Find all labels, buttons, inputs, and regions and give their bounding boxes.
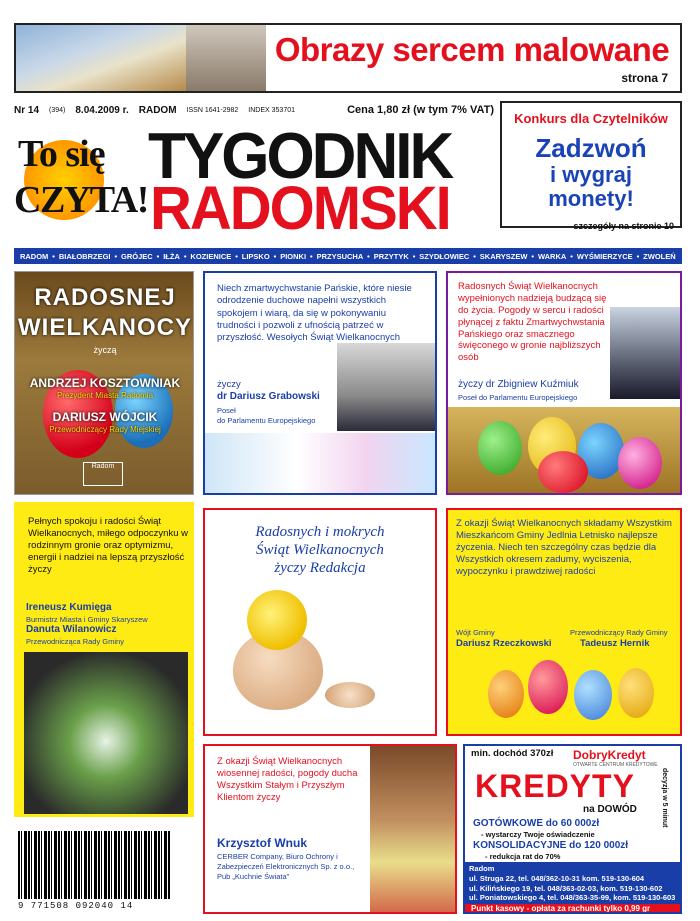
teaser-banner[interactable]: [14, 23, 682, 93]
ad-addresses: Radom ul. Struga 22, tel. 048/362-10-31 kom. 519-130-604 ul. Kilińskiego 19, tel. 048/363-02-03, kom. 519-130-602 ul. Poniatowskiego 4, tel. 048/363-35-99, kom. 519-130-603: [465, 862, 680, 914]
nav-item[interactable]: SKARYSZEW: [479, 251, 528, 261]
ad-line-3: KONSOLIDACYJNE do 120 000zł: [473, 840, 629, 851]
slogan-logo: [14, 122, 148, 228]
teaser-photo-painting: [16, 25, 186, 91]
ad-subhead: na DOWÓD: [583, 804, 637, 815]
city-title-2: WIELKANOCY: [18, 314, 192, 341]
grabowski-photo: [337, 343, 435, 431]
nav-item[interactable]: ZWOLEŃ: [643, 251, 676, 261]
skaryszew-name-1: Ireneusz Kumięga: [26, 602, 112, 613]
promo-headline-1: Zadzwoń: [535, 133, 647, 163]
nav-item[interactable]: PIONKI: [280, 251, 307, 261]
masthead-line-1: TYGODNIK: [148, 120, 452, 193]
nav-item[interactable]: PRZYSUCHA: [316, 251, 364, 261]
radom-logo: Radom: [83, 462, 123, 486]
city-role-2: Przewodniczący Rady Miejskiej: [49, 425, 161, 434]
nav-item[interactable]: IŁŻA: [163, 251, 180, 261]
kuzmiuk-role: Poseł do Parlamentu Europejskiego: [458, 393, 578, 402]
city-title-1: RADOSNEJ: [34, 284, 176, 311]
nav-separator: •: [273, 251, 277, 261]
nav-separator: •: [473, 251, 476, 261]
promo-headline-2: i wygraj monety!: [548, 161, 634, 211]
eggs-basket-image: [448, 407, 680, 495]
card-wnuk: [203, 744, 457, 914]
nav-separator: •: [114, 251, 118, 261]
egg-icon: [618, 668, 654, 718]
issue-number: Nr 14: [14, 104, 40, 116]
wnuk-name: Krzysztof Wnuk: [217, 836, 307, 850]
egg-icon: [618, 437, 662, 489]
egg-icon: [488, 670, 524, 718]
grabowski-name: dr Dariusz Grabowski: [217, 391, 320, 402]
nav-item[interactable]: WARKA: [537, 251, 567, 261]
nav-item[interactable]: WYŚMIERZYCE: [576, 251, 633, 261]
city-role-1: Prezydent Miasta Radomia: [56, 391, 154, 400]
ad-side-note: decyzja w 5 minut: [661, 768, 668, 828]
card-redakcja: [203, 508, 437, 736]
issue-meta: [14, 102, 494, 118]
nav-item[interactable]: KOZIENICE: [190, 251, 232, 261]
card-kuzmiuk: [446, 271, 682, 495]
city-person-2: DARIUSZ WÓJCIK: [52, 410, 158, 424]
card-skaryszew: [14, 502, 194, 817]
jedlnia-left-name: Dariusz Rzeczkowski: [456, 638, 552, 649]
card-city-wishes: [14, 271, 194, 495]
slogan-line-1: To się: [18, 133, 105, 175]
teaser-photo-portrait: [186, 25, 266, 91]
wnuk-firm: CERBER Company, Biuro Ochrony i Zabezpieczeń Elektronicznych Sp. z o.o., Pub „Kuchnie Świata”: [217, 852, 355, 881]
card-grabowski: [203, 271, 437, 495]
grabowski-wishes: życzy: [217, 379, 241, 390]
city-person-1: ANDRZEJ KOSZTOWNIAK: [29, 376, 181, 390]
nav-separator: •: [636, 251, 640, 261]
nav-item[interactable]: GRÓJEC: [121, 251, 153, 261]
ad-line-2: - wystarczy Twoje oświadczenie: [481, 830, 595, 839]
wnuk-text: Z okazji Świąt Wielkanocnych wiosennej radości, pogody ducha Wszystkim Stałym i Przyszłym Klientom życzy: [217, 756, 358, 803]
price: Cena 1,80 zł (w tym 7% VAT): [347, 104, 494, 116]
city-wishes: życzą: [93, 345, 117, 355]
issue-total: (394): [49, 106, 66, 114]
grabowski-role: Poseł do Parlamentu Europejskiego: [217, 406, 316, 425]
nav-separator: •: [531, 251, 535, 261]
skaryszew-name-2: Danuta Wilanowicz: [26, 624, 117, 635]
nav-separator: •: [235, 251, 238, 261]
ad-brand: DobryKredyt: [573, 748, 646, 762]
grabowski-text: Niech zmartwychwstanie Pańskie, które niesie odrodzenie duchowe napełni wszystkich spokojem i wiarą, da się w pokonywaniu trudności i pozwoli z ufnością patrzeć w przyszłość. Wesołych Świąt Wielkanocnych: [217, 283, 412, 344]
ad-headline: KREDYTY: [475, 768, 635, 804]
kuzmiuk-name: życzy dr Zbigniew Kuźmiuk: [458, 379, 579, 390]
nav-separator: •: [309, 251, 313, 261]
ad-brand-sub: OTWARTE CENTRUM KREDYTOWE: [573, 762, 658, 768]
nav-separator: •: [183, 251, 187, 261]
chocolate-bunny-image: [370, 746, 455, 912]
kuzmiuk-photo: [610, 307, 680, 399]
promo-label: Konkurs dla Czytelników: [514, 111, 668, 126]
ad-dobrykredyt[interactable]: [463, 744, 682, 914]
kuzmiuk-text: Radosnych Świąt Wielkanocnych wypełnionych nadzieją budzącą się do życia. Pogody w sercu i radości płynącej z faktu Zmartwychwstania Pańskiego oraz smacznego święconego w gronie najbliższych osób: [458, 281, 607, 364]
flowers-image: [205, 433, 435, 495]
nav-separator: •: [570, 251, 573, 261]
skaryszew-role-2: Przewodnicząca Rady Gminy: [26, 637, 124, 646]
eggshell-piece-icon: [325, 682, 375, 708]
ad-line-1: GOTÓWKOWE do 60 000zł: [473, 818, 600, 829]
nav-item[interactable]: LIPSKO: [241, 251, 270, 261]
slogan-line-2: CZYTA!: [14, 179, 148, 221]
chick-icon: [247, 590, 307, 650]
barcode: [14, 827, 174, 913]
nav-separator: •: [367, 251, 370, 261]
region-nav: [14, 248, 682, 264]
redakcja-line-3: życzy Redakcja: [274, 560, 366, 576]
skaryszew-role-1: Burmistrz Miasta i Gminy Skaryszew: [26, 615, 148, 624]
egg-icon: [574, 670, 612, 720]
nav-separator: •: [156, 251, 160, 261]
card-jedlnia: [446, 508, 682, 736]
issue-date: 8.04.2009 r.: [75, 104, 129, 116]
redakcja-line-1: Radosnych i mokrych: [255, 524, 385, 540]
barcode-digits: 9 771508 092040 14: [18, 901, 134, 911]
nav-separator: •: [52, 251, 55, 261]
barcode-bars: [18, 831, 170, 899]
jedlnia-right-role: Przewodniczący Rady Gminy: [570, 628, 668, 637]
issue-city: RADOM: [138, 104, 177, 116]
jedlnia-text: Z okazji Świąt Wielkanocnych składamy Wszystkim Mieszkańcom Gminy Jedlnia Letnisko najlepsze życzenia. Niech ten szczególny czas będzie dla Wszystkich okresem zadumy, wyciszenia, wypoczynku i prawdziwej radości: [456, 518, 672, 577]
teaser-page: strona 7: [621, 71, 668, 85]
nav-separator: •: [412, 251, 416, 261]
teaser-title: Obrazy sercem malowane: [274, 31, 670, 68]
nav-item[interactable]: BIAŁOBRZEGI: [58, 251, 111, 261]
redakcja-line-2: Świąt Wielkanocnych: [256, 542, 384, 558]
skaryszew-text: Pełnych spokoju i radości Świąt Wielkanocnych, miłego odpoczynku w rodzinnym gronie oraz optymizmu, energii i nadziei na lepszą przyszłość życzy: [28, 516, 188, 575]
nav-item[interactable]: SZYDŁOWIEC: [419, 251, 470, 261]
nav-item[interactable]: PRZYTYK: [373, 251, 409, 261]
egg-icon: [478, 421, 522, 475]
ad-line-4: - redukcja rat do 70%: [485, 852, 561, 861]
issn: ISSN 1641-2982: [186, 106, 239, 114]
masthead-line-2: RADOMSKI: [150, 174, 450, 243]
ad-footer: Punkt kasowy - opłata za rachunki tylko 0,99 gr: [465, 904, 680, 914]
jedlnia-right-name: Tadeusz Hernik: [580, 638, 650, 649]
nav-item[interactable]: RADOM: [19, 251, 49, 261]
index: INDEX 353701: [248, 106, 295, 114]
promo-details: szczegóły na stronie 10: [573, 220, 674, 231]
jedlnia-left-role: Wójt Gminy: [456, 628, 495, 637]
egg-icon: [528, 660, 568, 714]
ad-min-income: min. dochód 370zł: [471, 748, 554, 759]
contest-promo[interactable]: [500, 101, 682, 231]
egg-icon: [538, 451, 588, 493]
easter-nest-image: [24, 652, 188, 814]
